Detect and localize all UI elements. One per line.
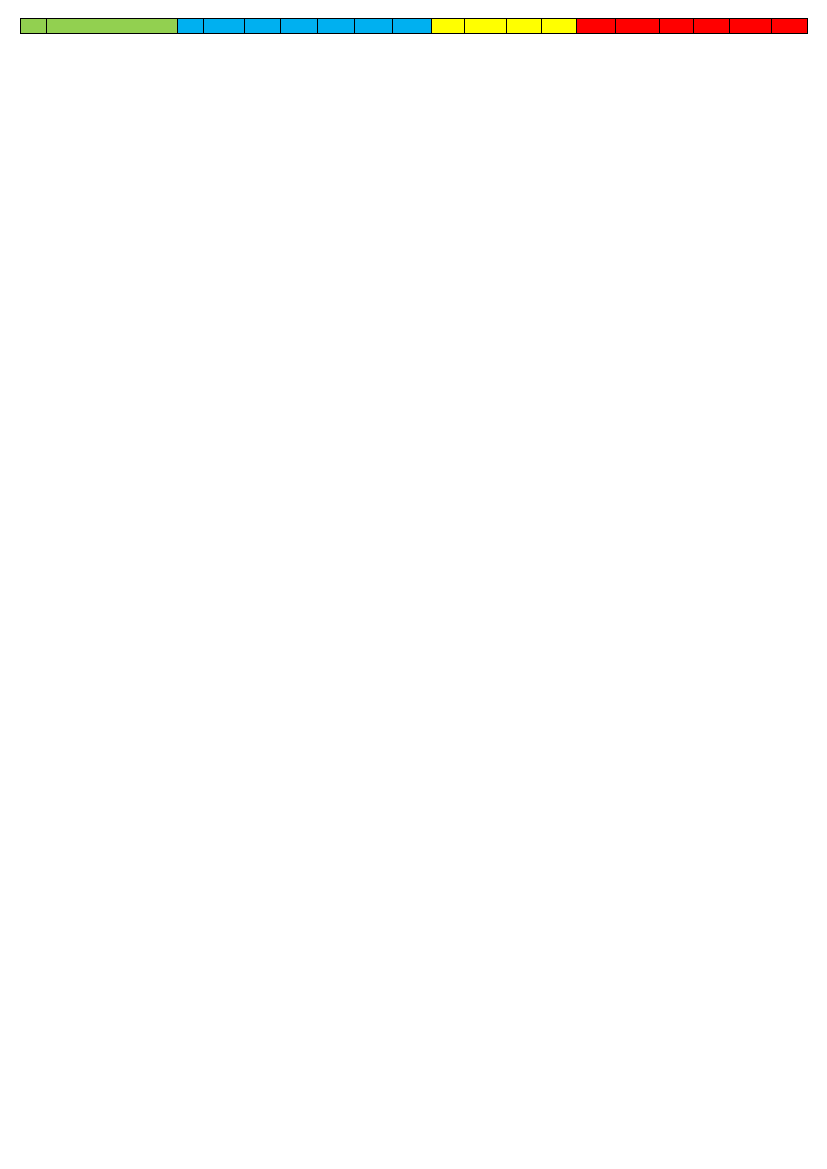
header-initial bbox=[21, 19, 47, 34]
header-4ghs-1 bbox=[317, 19, 354, 34]
score-table bbox=[20, 18, 808, 34]
header-hg-3 bbox=[660, 19, 693, 34]
header-class bbox=[392, 19, 431, 34]
header-4ghs-3 bbox=[730, 19, 772, 34]
header-3ghs-1 bbox=[280, 19, 317, 34]
header-hg-1 bbox=[245, 19, 280, 34]
header-total-3 bbox=[615, 19, 660, 34]
header-total-2 bbox=[465, 19, 507, 34]
header-games-2 bbox=[432, 19, 465, 34]
header-avg-2 bbox=[506, 19, 541, 34]
header-total-1 bbox=[203, 19, 245, 34]
header-avg-3 bbox=[771, 19, 807, 34]
header-games-1 bbox=[177, 19, 203, 34]
header-block bbox=[21, 19, 808, 34]
header-avg-1 bbox=[355, 19, 392, 34]
header-row bbox=[21, 19, 808, 34]
header-games-3 bbox=[577, 19, 615, 34]
header-name bbox=[46, 19, 177, 34]
header-3ghs-3 bbox=[693, 19, 729, 34]
header-hdcp bbox=[542, 19, 577, 34]
